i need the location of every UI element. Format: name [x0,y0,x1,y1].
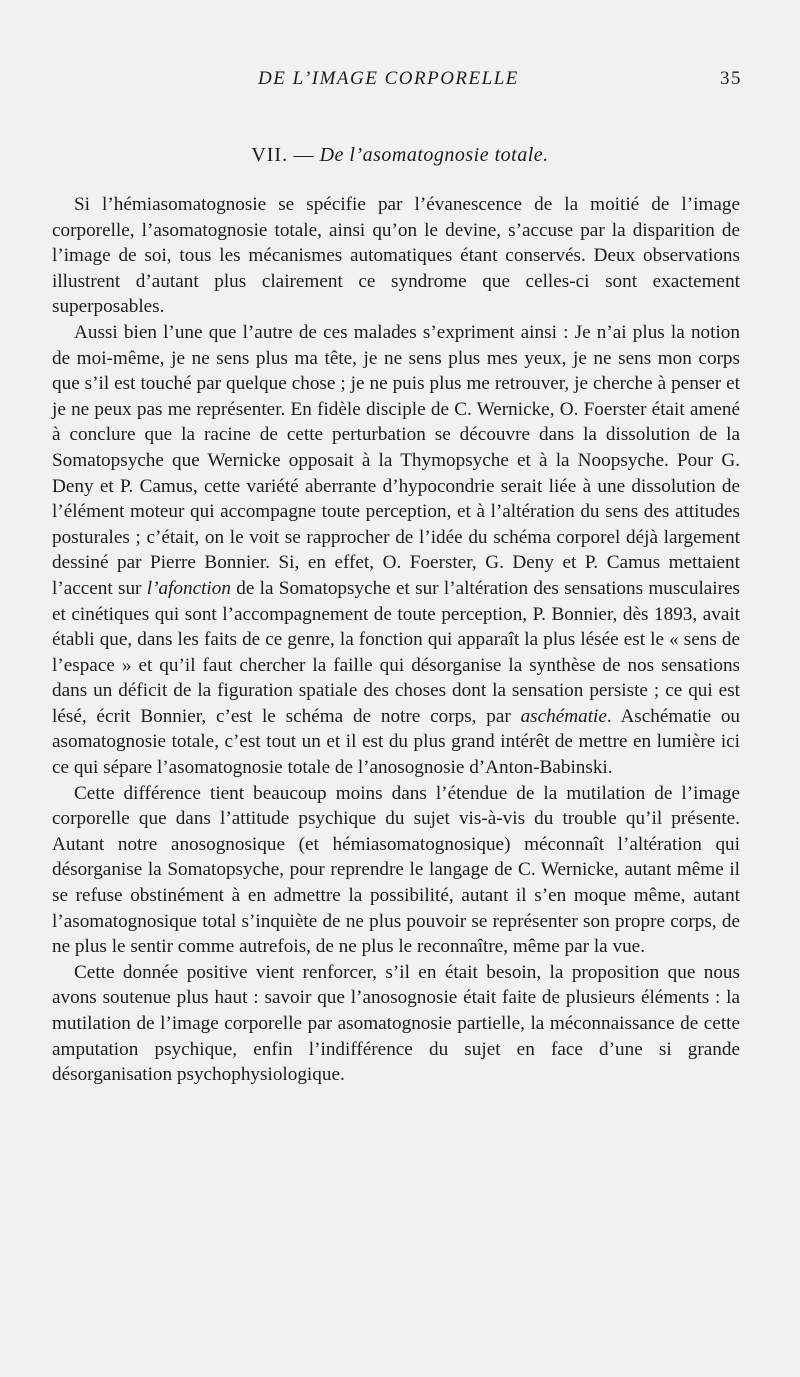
section-title: De l’asomatognosie totale. [319,144,549,166]
running-title: DE L’IMAGE CORPORELLE [258,68,519,89]
section-dash: — [293,144,315,166]
paragraph-1: Si l’hémiasomatognosie se spécifie par l’évanescence de la moitié de l’image corporelle, l’asomatognosie totale, ainsi qu’on le devine, s’accuse par la disparition de l’image de soi, tous les mécanismes automatiques étant conservés. Deux observations illustrent d’autant plus clairement ce syndrome que celles-ci sont exactement superposables. [52,194,740,318]
paragraph-3: Cette différence tient beaucoup moins dans l’étendue de la mutilation de l’image corporelle que dans l’attitude psychique du sujet vis-à-vis du trouble qu’il présente. Autant notre anosognosique (et hémiasomatognosique) méconnaît l’altération qui désorganise la Somatopsyche, pour reprendre le langage de C. Wernicke, autant même il se refuse obstinément à en admettre la possibilité, autant il s’en moque même, autant l’asomatognosique total s’inquiète de ne plus pouvoir se représenter son propre corps, de ne plus le sentir comme autrefois, de ne plus le reconnaître, même par la vue. [52,782,740,958]
paragraph-2-emphasis-aschematie: aschématie [520,705,607,727]
section-heading [0,144,800,167]
paragraph-2-part-a: Aussi bien l’une que l’autre de ces malades s’expriment ainsi : Je n’ai plus la notion de moi-même, je ne sens plus ma tête, je ne sens plus mes yeux, je ne sens mon corps que s’il est touché par quelque chose ; je ne puis plus me retrouver, je cherche à penser et je ne peux pas me représenter. En fidèle disciple de C. Wernicke, O. Foerster était amené à conclure que la racine de cette perturbation se découvre dans la dissolution de la Somatopsyche que Wernicke opposait à la Thymopsyche et à la Noopsyche. Pour G. Deny et P. Camus, cette variété aberrante d’hypocondrie serait liée à une dissolution de l’élément moteur qui accompagne toute perception, et à l’altération du sens des attitudes posturales ; c’était, on le voit se rapprocher de l’idée du schéma corporel déjà largement dessiné par Pierre Bonnier. Si, en effet, O. Foerster, G. Deny et P. Camus mettaient l’accent sur [52,321,740,599]
body-text [52,192,740,1088]
paragraph-2-part-b: de la Somatopsyche et sur l’altération des sensations musculaires et cinétiques qui sont l’accompagnement de toute perception, P. Bonnier, dès 1893, avait établi que, dans les faits de ce genre, la fonction qui apparaît la plus lésée est le « sens de l’espace » et qu’il faut chercher la faille qui désorganise la synthèse de nos sensations dans un déficit de la figuration spatiale des choses dont la sensation persiste ; ce qui est lésé, écrit Bonnier, c’est le schéma de notre corps, par [52,577,741,727]
page-number: 35 [720,68,742,89]
running-head [258,64,742,98]
section-number: VII. [251,144,289,166]
paragraph-2-emphasis-afonction: l’afonction [146,577,231,599]
paragraph-2-part-c: . Aschématie ou asomatognosie totale, c’est tout un et il est du plus grand intérêt de mettre en lumière ici ce qui sépare l’asomatognosie totale de l’anosognosie d’Anton-Babinski. [52,705,741,779]
paragraph-2 [52,320,740,781]
paragraph-4: Cette donnée positive vient renforcer, s’il en était besoin, la proposition que nous avons soutenue plus haut : savoir que l’anosognosie était faite de plusieurs éléments : la mutilation de l’image corporelle par asomatognosie partielle, la méconnaissance de cette amputation psychique, enfin l’indifférence du sujet en face d’une si grande désorganisation psychophysiologique. [52,961,740,1086]
